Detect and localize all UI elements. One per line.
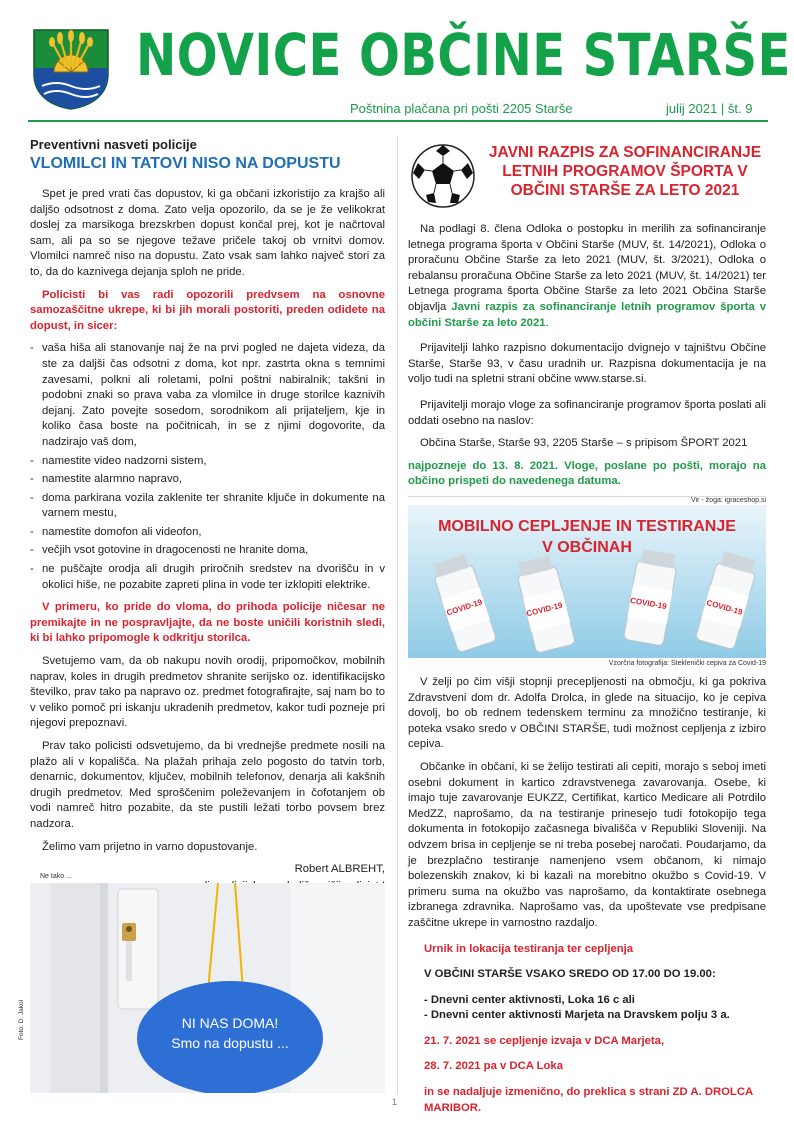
sport-tender-article (408, 222, 766, 504)
postage-note: Poštnina plačana pri pošti 2205 Starše (350, 101, 573, 116)
paragraph: V želji po čim višji stopnji precepljenosti na območju, ki ga pokriva Zdravstveni dom dr. Adolfa Drolca, in glede na situacijo, ko je cepiva dovolj, bo ob rednem tedenskem terminu za množično testiranje, ki poteka vsako sredo v OBČINI STARŠE, tudi možnost cepljenja z izbiro cepiva. (408, 676, 766, 751)
article-kicker: Preventivni nasveti policije (30, 137, 197, 152)
list-item: - večjih vsot gotovine in dragocenosti ne hranite doma, (30, 543, 385, 559)
masthead-rule (28, 120, 768, 122)
photo-credit: Foto: D. Jakol (18, 999, 25, 1040)
schedule-location: - Dnevni center aktivnosti Marjeta na Dravskem polju 3 a. (424, 1009, 730, 1022)
article-headline: VLOMILCI IN TATOVI NISO NA DOPUSTU (30, 155, 341, 172)
paragraph: Prijavitelji lahko razpisno dokumentacijo dvignejo v tajništvu Občine Starše, Starše 93, v času uradnih ur. Razpisna dokumentacija je na voljo tudi na spletni strani občine www.starse.si. (408, 342, 766, 386)
vaccination-title-line: V OBČINAH (542, 539, 632, 556)
schedule-heading: Urnik in lokacija testiranja ter cepljenja (424, 942, 634, 955)
vial-label: COVID-19 (445, 597, 484, 618)
schedule-block (408, 942, 766, 1117)
list-item: - namestite alarmno napravo, (30, 472, 385, 488)
image-credit: Vir - žoga: igraceshop.si (691, 496, 766, 504)
paragraph: Prijavitelji morajo vloge za sofinanciranje programov športa poslati ali oddati osebno na naslov: (408, 398, 766, 427)
author-name: Robert ALBREHT, (294, 863, 385, 876)
schedule-date: 28. 7. 2021 pa v DCA Loka (424, 1060, 563, 1073)
advice-list (30, 341, 385, 593)
masthead-title: NOVICE OBČINE STARŠE (136, 21, 791, 89)
paragraph-highlight: V primeru, ko pride do vloma, do prihoda policije ničesar ne premikajte in ne pospravljajte, da ne boste uničili koristnih sledi, ki bi lahko pripomogle k odkritju storilca. (30, 601, 385, 645)
coat-of-arms-icon (32, 28, 110, 110)
deadline-note: najpozneje do 13. 8. 2021. Vloge, poslane po pošti, morajo na občino prispeti do navedenega datuma. (408, 459, 766, 488)
page-number: 1 (392, 1097, 398, 1107)
vial-label: COVID-19 (705, 598, 744, 617)
list-item: - doma parkirana vozila zaklenite ter shranite ključe in dokumente na varnem mestu, (30, 491, 385, 522)
soccer-ball-icon (410, 143, 476, 209)
vaccination-title (408, 516, 766, 558)
schedule-note: in se nadaljuje izmenično, do preklica s strani ZD A. DROLCA MARIBOR. (424, 1086, 753, 1114)
paragraph: Prav tako policisti odsvetujemo, da bi vrednejše predmete nosili na plažo ali v kopališča. Na plažah prihaja zelo pogosto do tatvin torb, denarnic, dokumentov, ključev, mobilnih telefonov, denarja ali kakšnih drugih predmetov. Med sproščenim poleževanjem in čofotanjem ob vodi namreč hitro pozabite, da ste pustili ležati torbo povsem brez nadzora. (30, 740, 385, 830)
list-item: - ne puščajte orodja ali drugih priročnih sredstev na dvorišču in v okolici hiše, ne pozabite zapreti plina in vode ter izklopiti elektrike. (30, 562, 385, 593)
door-sign-line: Smo na dopustu ... (171, 1035, 289, 1051)
schedule-location: - Dnevni center aktivnosti, Loka 16 c ali (424, 993, 635, 1006)
schedule-time: V OBČINI STARŠE VSAKO SREDO OD 17.00 DO 19.00: (424, 968, 716, 981)
door-sign-photo (30, 883, 385, 1093)
paragraph-address: Občina Starše, Starše 93, 2205 Starše – s pripisom ŠPORT 2021 (420, 437, 748, 450)
photo-caption: Ne tako ... (40, 873, 72, 880)
vial-label: COVID-19 (525, 600, 564, 619)
paragraph: Občanke in občani, ki se želijo testirati ali cepiti, morajo s seboj imeti osebni dokument in kartico zdravstvenega zavarovanja. Osebe, ki imajo tuje zavarovanje EUKZZ, Certifikat, kartico Medicare ali Potrdilo MedZZ, naprošamo, da na testiranje prinesejo tudi fotokopijo tega dokumenta in fotokopijo začasnega bivališča v Republiki Sloveniji. Na odvzem brisa in cepljenje se ni treba posebej naročati. Poudarjamo, da je brezplačno testiranje namenjeno vsem občanom, ki nimajo bolezenskih znakov, ki bi kazali na morebitno okužbo s Covid-19. V primeru suma na okužbo vas naprošamo, da kontaktirate osebnega izbranega zdravnika. Naprošamo vas, da upoštevate vse predpisane zaščitne ukrepe in varnostno razdaljo. (408, 760, 766, 929)
tender-name: Javni razpis za sofinanciranje letnih programov športa v občini Starše za leto 2021 (408, 300, 767, 329)
schedule-date: 21. 7. 2021 se cepljenje izvaja v DCA Marjeta, (424, 1034, 665, 1047)
door-sign-text (137, 1013, 323, 1053)
column-divider (397, 136, 398, 1094)
text-span: Na podlagi 8. člena Odloka o postopku in merilih za sofinanciranje letnega programa športa v Občini Starše (MUV, št. 14/2021), Odloka o proračunu Občine Starše za leto 2021 (MUV, št. 3/2021), Odloka o rebalansu proračuna Občine Starše za leto 2021 (MUV, št. 14/2021) ter Letnega programa športa Občine Starše za leto 2021 Občina Starše objavlja (408, 223, 766, 313)
image-credit: Vzorčna fotografija: Steklenički cepiva za Covid-19 (608, 660, 766, 667)
text-span: . (545, 316, 549, 329)
police-article (30, 137, 385, 894)
sport-tender-title: JAVNI RAZPIS ZA SOFINANCIRANJE LETNIH PROGRAMOV ŠPORTA V OBČINI STARŠE ZA LETO 2021 (488, 144, 762, 199)
vaccination-article (408, 675, 766, 1123)
paragraph-highlight: Policisti bi vas radi opozorili predvsem na osnovne samozaščitne ukrepe, ki bi jih morali postoriti, preden odidete na dopust, in sicer: (30, 288, 385, 332)
vial-label: COVID-19 (629, 595, 668, 612)
door-sign-line: NI NAS DOMA! (181, 1015, 279, 1031)
list-item: - namestite video nadzorni sistem, (30, 454, 385, 470)
paragraph: Želimo vam prijetno in varno dopustovanje. (42, 840, 258, 853)
paragraph: Svetujemo vam, da ob nakupu novih orodij, pripomočkov, mobilnih naprav, koles in drugih predmetov shranite serijsko oz. identifikacijsko številko, prav tako pa napravo oz. predmet fotografirajte, saj nam bo to v veliko pomoč pri iskanju ukradenih predmetov, kakor tudi pozneje pri njegovi prepoznavi. (30, 655, 385, 730)
paragraph: Spet je pred vrati čas dopustov, ki ga občani izkoristijo za krajšo ali daljšo odsotnost z doma. Zato velja opozorilo, da se je že velikokrat doslej za marsikoga brezskrben dopust končal prej, kot je načrtoval sam, ali pa so se njegove težave pričele takoj ob vrnitvi domov. Vlomilci namreč niso na dopustu. Zato vsak sam lahko največ stori za to, da do kaznivega dejanja sploh ne pride. (30, 188, 385, 278)
issue-label: julij 2021 | št. 9 (666, 101, 753, 116)
list-item: - namestite domofon ali videofon, (30, 525, 385, 541)
section-divider (408, 496, 766, 497)
vaccination-title-line: MOBILNO CEPLJENJE IN TESTIRANJE (438, 518, 736, 535)
list-item: - vaša hiša ali stanovanje naj že na prvi pogled ne dajeta videza, da ste za daljši čas odsotni z doma, kot npr. zastrta okna s temnimi zavesami, polkni ali roletami, polni poštni nabiralnik; takšni in podobni znaki so prava vaba za vlomilce in druge storilce kaznivih dejanj. Zato povejte sosedom, sorodnikom ali prijateljem, kje in koliko časa boste na počitnicah, in se z njimi dogovorite, da nadzirajo vaš dom, (30, 341, 385, 450)
paragraph (408, 222, 766, 331)
